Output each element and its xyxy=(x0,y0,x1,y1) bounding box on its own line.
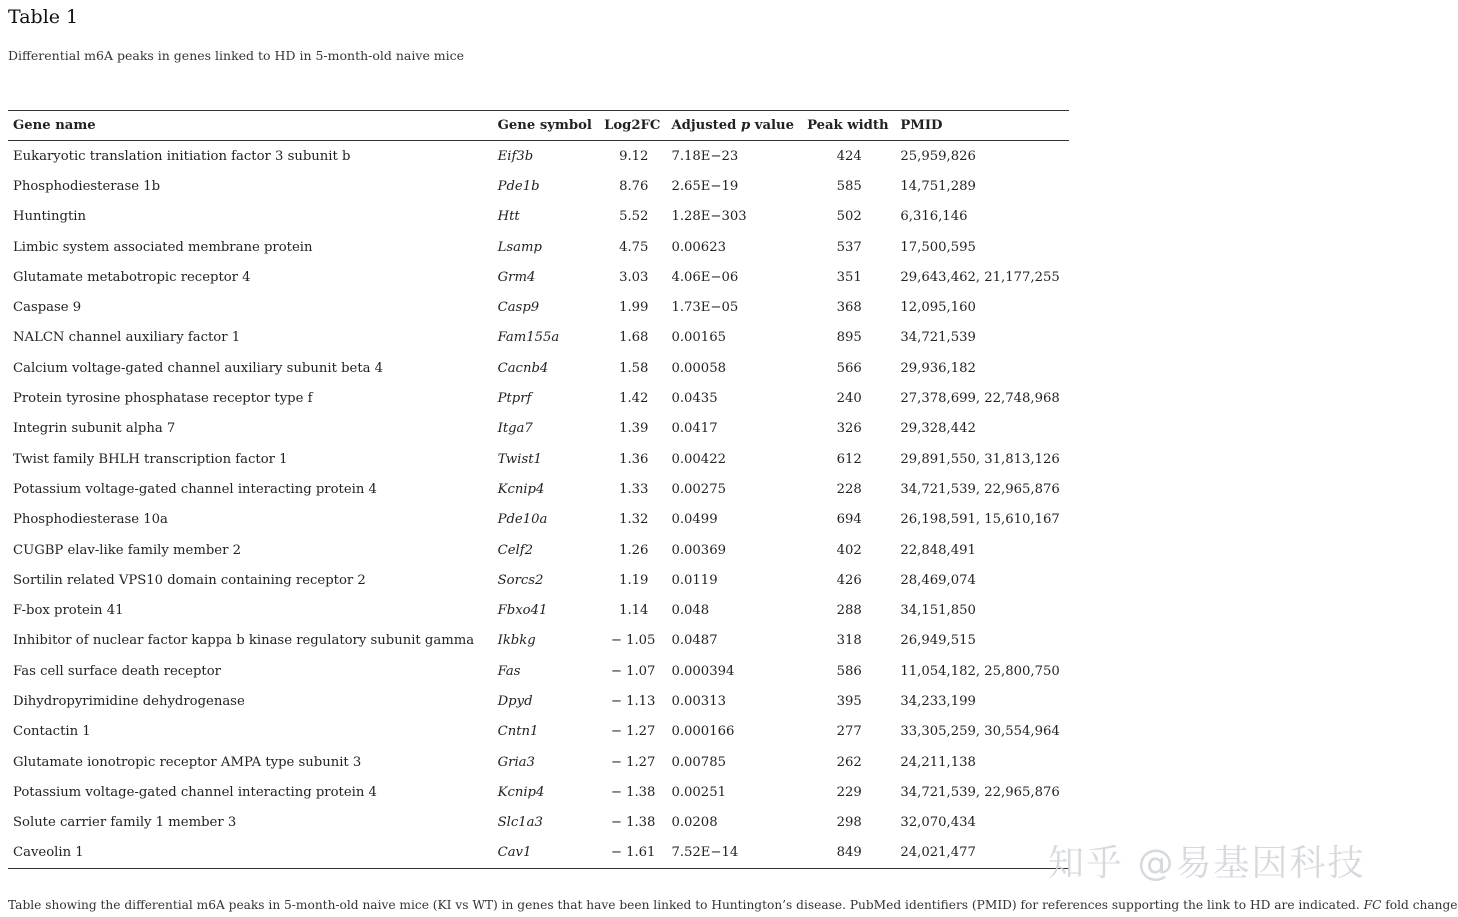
cell-peak-width: 228 xyxy=(836,481,862,497)
cell-adjusted-p: 0.0208 xyxy=(671,815,718,831)
cell-log2fc: 1.99 xyxy=(619,300,649,316)
footnote-abbreviation-definition: fold change xyxy=(1381,898,1458,912)
cell-adjusted-p: 0.00785 xyxy=(671,754,726,770)
cell-log2fc: 5.52 xyxy=(619,209,649,225)
cell-log2fc: 1.19 xyxy=(619,572,649,588)
table-row xyxy=(8,232,1069,262)
cell-adjusted-p: 0.00623 xyxy=(671,239,726,255)
cell-adjusted-p: 0.0499 xyxy=(671,512,718,528)
cell-pmid: 24,211,138 xyxy=(900,754,976,770)
cell-peak-width: 326 xyxy=(836,421,862,437)
table-row xyxy=(8,656,1069,686)
cell-peak-width: 694 xyxy=(836,512,862,528)
table-row xyxy=(8,505,1069,535)
cell-gene-symbol: Gria3 xyxy=(497,754,535,770)
cell-gene-symbol: Eif3b xyxy=(497,148,534,164)
cell-gene-symbol: Fam155a xyxy=(497,330,560,346)
cell-adjusted-p: 0.000166 xyxy=(671,724,735,740)
cell-log2fc: 1.33 xyxy=(619,481,649,497)
header-row xyxy=(8,111,1069,141)
cell-gene-name: Potassium voltage-gated channel interacting protein 4 xyxy=(13,784,377,800)
header-gene-name: Gene name xyxy=(13,118,96,133)
cell-adjusted-p: 1.73E−05 xyxy=(671,300,739,316)
cell-peak-width: 426 xyxy=(836,572,862,588)
cell-peak-width: 895 xyxy=(836,330,862,346)
cell-gene-symbol: Grm4 xyxy=(497,269,536,285)
cell-pmid: 24,021,477 xyxy=(900,845,976,861)
cell-log2fc: 1.26 xyxy=(619,542,649,558)
cell-peak-width: 288 xyxy=(836,603,862,619)
cell-pmid: 12,095,160 xyxy=(900,300,976,316)
table-row xyxy=(8,292,1069,322)
cell-adjusted-p: 0.00422 xyxy=(671,451,726,467)
cell-gene-symbol: Cntn1 xyxy=(497,724,539,740)
cell-gene-symbol: Pde1b xyxy=(497,178,540,194)
table-title: Table 1 xyxy=(8,6,79,28)
cell-gene-name: Caveolin 1 xyxy=(13,845,84,861)
cell-log2fc: 8.76 xyxy=(619,178,649,194)
cell-peak-width: 395 xyxy=(836,693,862,709)
cell-adjusted-p: 0.0417 xyxy=(671,421,718,437)
table-row xyxy=(8,686,1069,716)
cell-gene-symbol: Ptprf xyxy=(497,391,532,407)
table-row xyxy=(8,595,1069,625)
cell-gene-symbol: Cav1 xyxy=(497,845,532,861)
cell-gene-name: Glutamate metabotropic receptor 4 xyxy=(13,269,251,285)
cell-log2fc: 1.58 xyxy=(619,360,649,376)
cell-gene-symbol: Sorcs2 xyxy=(497,572,544,588)
cell-gene-name: Contactin 1 xyxy=(13,724,91,740)
cell-pmid: 34,151,850 xyxy=(900,603,976,619)
cell-log2fc: − 1.13 xyxy=(610,693,656,709)
table-row xyxy=(8,535,1069,565)
cell-peak-width: 368 xyxy=(836,300,862,316)
cell-peak-width: 318 xyxy=(836,633,862,649)
cell-peak-width: 277 xyxy=(836,724,862,740)
cell-adjusted-p: 0.00251 xyxy=(671,784,726,800)
cell-gene-symbol: Lsamp xyxy=(497,239,542,255)
cell-adjusted-p: 0.0119 xyxy=(671,572,718,588)
table-row xyxy=(8,747,1069,777)
cell-log2fc: 1.14 xyxy=(619,603,649,619)
cell-gene-symbol: Ikbkg xyxy=(497,633,536,649)
cell-gene-name: Fas cell surface death receptor xyxy=(13,663,221,679)
table-row xyxy=(8,474,1069,504)
cell-pmid: 34,233,199 xyxy=(900,693,976,709)
cell-gene-name: Twist family BHLH transcription factor 1 xyxy=(13,451,288,467)
cell-gene-symbol: Cacnb4 xyxy=(497,360,549,376)
table-row xyxy=(8,717,1069,747)
cell-adjusted-p: 0.00165 xyxy=(671,330,726,346)
cell-peak-width: 537 xyxy=(836,239,862,255)
header-adjusted-p-suffix: value xyxy=(750,118,794,133)
cell-gene-name: Limbic system associated membrane protein xyxy=(13,239,313,255)
cell-pmid: 29,328,442 xyxy=(900,421,976,437)
cell-adjusted-p: 0.00369 xyxy=(671,542,726,558)
cell-adjusted-p: 0.00313 xyxy=(671,693,726,709)
cell-gene-name: Calcium voltage-gated channel auxiliary subunit beta 4 xyxy=(13,360,384,376)
cell-log2fc: 3.03 xyxy=(619,269,649,285)
header-gene-symbol: Gene symbol xyxy=(497,118,592,133)
cell-gene-name: Eukaryotic translation initiation factor 3 subunit b xyxy=(13,148,351,164)
cell-log2fc: − 1.61 xyxy=(610,845,656,861)
table-row xyxy=(8,202,1069,232)
cell-log2fc: − 1.05 xyxy=(610,633,656,649)
cell-log2fc: 1.39 xyxy=(619,421,649,437)
cell-adjusted-p: 0.0487 xyxy=(671,633,718,649)
cell-pmid: 29,643,462, 21,177,255 xyxy=(900,269,1060,285)
cell-peak-width: 402 xyxy=(836,542,862,558)
cell-gene-name: CUGBP elav-like family member 2 xyxy=(13,542,241,558)
cell-adjusted-p: 0.0435 xyxy=(671,391,718,407)
cell-gene-name: NALCN channel auxiliary factor 1 xyxy=(13,330,241,346)
table-row xyxy=(8,323,1069,353)
cell-gene-name: F-box protein 41 xyxy=(13,603,124,619)
cell-peak-width: 585 xyxy=(836,178,862,194)
cell-adjusted-p: 0.00275 xyxy=(671,481,726,497)
cell-gene-symbol: Itga7 xyxy=(497,421,533,437)
cell-gene-symbol: Fbxo41 xyxy=(497,603,548,619)
table-row xyxy=(8,141,1069,172)
cell-pmid: 14,751,289 xyxy=(900,178,976,194)
cell-adjusted-p: 0.00058 xyxy=(671,360,726,376)
header-adjusted-p-prefix: Adjusted xyxy=(671,118,741,133)
cell-log2fc: 1.42 xyxy=(619,391,649,407)
cell-peak-width: 502 xyxy=(836,209,862,225)
cell-peak-width: 262 xyxy=(836,754,862,770)
table-row xyxy=(8,626,1069,656)
cell-log2fc: − 1.07 xyxy=(610,663,656,679)
cell-log2fc: 9.12 xyxy=(619,148,649,164)
cell-pmid: 34,721,539, 22,965,876 xyxy=(900,481,1060,497)
cell-log2fc: 1.32 xyxy=(619,512,649,528)
cell-gene-symbol: Kcnip4 xyxy=(497,481,545,497)
cell-gene-symbol: Slc1a3 xyxy=(497,815,543,831)
cell-adjusted-p: 0.048 xyxy=(671,603,710,619)
cell-pmid: 34,721,539 xyxy=(900,330,976,346)
cell-gene-symbol: Celf2 xyxy=(497,542,533,558)
table-row xyxy=(8,565,1069,595)
cell-gene-name: Sortilin related VPS10 domain containing receptor 2 xyxy=(13,572,366,588)
table-row xyxy=(8,414,1069,444)
table-row xyxy=(8,383,1069,413)
cell-pmid: 28,469,074 xyxy=(900,572,976,588)
cell-log2fc: 1.68 xyxy=(619,330,649,346)
table-row xyxy=(8,838,1069,869)
cell-peak-width: 298 xyxy=(836,815,862,831)
cell-pmid: 17,500,595 xyxy=(900,239,976,255)
cell-pmid: 26,949,515 xyxy=(900,633,976,649)
cell-log2fc: 1.36 xyxy=(619,451,649,467)
cell-peak-width: 586 xyxy=(836,663,862,679)
cell-pmid: 26,198,591, 15,610,167 xyxy=(900,512,1060,528)
cell-gene-name: Caspase 9 xyxy=(13,300,82,316)
cell-pmid: 32,070,434 xyxy=(900,815,976,831)
cell-gene-name: Huntingtin xyxy=(13,209,86,225)
cell-pmid: 22,848,491 xyxy=(900,542,976,558)
header-peak-width: Peak width xyxy=(807,118,889,133)
cell-gene-name: Protein tyrosine phosphatase receptor type f xyxy=(13,391,313,407)
cell-log2fc: − 1.38 xyxy=(610,815,656,831)
cell-gene-name: Integrin subunit alpha 7 xyxy=(13,421,176,437)
watermark: 知乎 @易基因科技 xyxy=(1048,843,1366,884)
cell-adjusted-p: 0.000394 xyxy=(671,663,735,679)
cell-pmid: 25,959,826 xyxy=(900,148,976,164)
table-header xyxy=(8,111,1069,141)
cell-log2fc: − 1.27 xyxy=(610,754,656,770)
cell-log2fc: − 1.27 xyxy=(610,724,656,740)
header-pmid: PMID xyxy=(900,118,943,133)
cell-pmid: 29,936,182 xyxy=(900,360,976,376)
cell-pmid: 11,054,182, 25,800,750 xyxy=(900,663,1060,679)
table-row xyxy=(8,808,1069,838)
cell-adjusted-p: 4.06E−06 xyxy=(671,269,739,285)
cell-peak-width: 351 xyxy=(836,269,862,285)
table-row xyxy=(8,262,1069,292)
table-row xyxy=(8,171,1069,201)
cell-gene-name: Glutamate ionotropic receptor AMPA type subunit 3 xyxy=(13,754,362,770)
cell-peak-width: 612 xyxy=(836,451,862,467)
cell-gene-name: Inhibitor of nuclear factor kappa b kinase regulatory subunit gamma xyxy=(13,633,475,649)
cell-pmid: 33,305,259, 30,554,964 xyxy=(900,724,1060,740)
cell-peak-width: 849 xyxy=(836,845,862,861)
footnote-text: Table showing the differential m6A peaks in 5-month-old naive mice (KI vs WT) in genes that have been linked to Huntington’s disease. PubMed identifiers (PMID) for references supporting the link to HD are indicated. xyxy=(8,898,1364,912)
cell-pmid: 27,378,699, 22,748,968 xyxy=(900,391,1060,407)
cell-gene-name: Phosphodiesterase 1b xyxy=(13,178,161,194)
cell-gene-symbol: Kcnip4 xyxy=(497,784,545,800)
cell-log2fc: 4.75 xyxy=(619,239,649,255)
cell-gene-symbol: Htt xyxy=(497,209,520,225)
cell-pmid: 6,316,146 xyxy=(900,209,968,225)
data-table xyxy=(8,110,1069,869)
table-body xyxy=(8,141,1069,869)
header-adjusted-p-variable: p xyxy=(740,118,751,133)
cell-log2fc: − 1.38 xyxy=(610,784,656,800)
cell-gene-symbol: Twist1 xyxy=(497,451,542,467)
cell-adjusted-p: 7.18E−23 xyxy=(671,148,739,164)
table-row xyxy=(8,353,1069,383)
table-caption: Differential m6A peaks in genes linked to HD in 5-month-old naive mice xyxy=(8,48,465,63)
cell-gene-name: Solute carrier family 1 member 3 xyxy=(13,815,237,831)
cell-pmid: 29,891,550, 31,813,126 xyxy=(900,451,1060,467)
table-footnote xyxy=(8,898,1458,912)
cell-peak-width: 240 xyxy=(836,391,862,407)
cell-gene-symbol: Pde10a xyxy=(497,512,548,528)
cell-gene-symbol: Dpyd xyxy=(497,693,533,709)
cell-gene-name: Dihydropyrimidine dehydrogenase xyxy=(13,693,245,709)
table-row xyxy=(8,777,1069,807)
cell-adjusted-p: 1.28E−303 xyxy=(671,209,747,225)
cell-pmid: 34,721,539, 22,965,876 xyxy=(900,784,1060,800)
cell-adjusted-p: 2.65E−19 xyxy=(671,178,739,194)
cell-peak-width: 424 xyxy=(836,148,862,164)
cell-adjusted-p: 7.52E−14 xyxy=(671,845,739,861)
table-row xyxy=(8,444,1069,474)
footnote-abbreviation: FC xyxy=(1363,898,1382,912)
cell-gene-symbol: Fas xyxy=(497,663,521,679)
cell-gene-name: Potassium voltage-gated channel interacting protein 4 xyxy=(13,481,377,497)
cell-peak-width: 566 xyxy=(836,360,862,376)
cell-gene-name: Phosphodiesterase 10a xyxy=(13,512,168,528)
header-log2fc: Log2FC xyxy=(604,118,661,133)
cell-gene-symbol: Casp9 xyxy=(497,300,540,316)
header-adjusted-p xyxy=(666,111,802,141)
cell-peak-width: 229 xyxy=(836,784,862,800)
